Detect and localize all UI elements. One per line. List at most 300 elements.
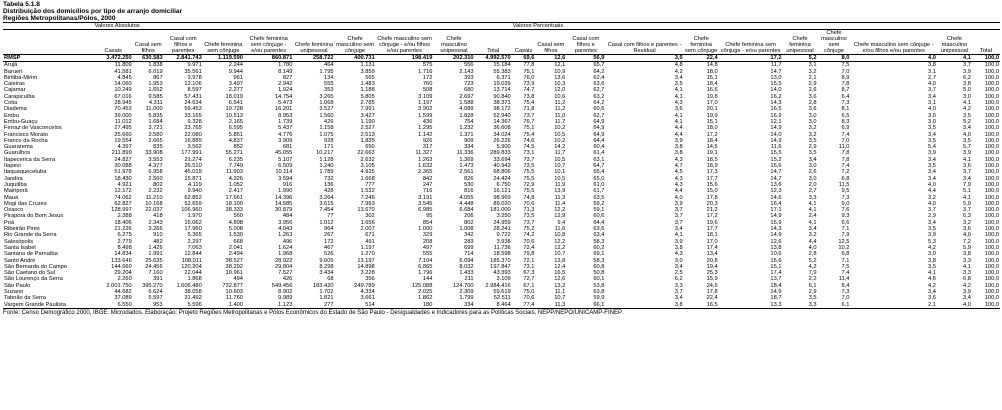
cell-pct: 13,7 [770,276,782,283]
cell-pct: 4,4 [674,125,683,132]
cell-pct: 3,4 [928,175,936,182]
cell-abs: 802 [153,181,163,188]
cell-abs: 418 [153,213,163,220]
cell-pct: 4,2 [963,282,971,289]
cell-abs: 13.197 [357,257,375,264]
row-label: Suzano [4,288,24,295]
cell-pct: 10,1 [554,169,566,176]
cell-abs: 12.106 [184,81,202,88]
cell-abs: 59.453 [184,106,202,113]
cell-pct: 64,4 [593,219,605,226]
cell-abs: 723 [464,81,474,88]
cell-pct: 100,0 [984,270,999,277]
cell-pct: 16,2 [770,93,782,100]
cell-pct: 14,8 [706,62,718,69]
cell-pct: 3,2 [963,219,971,226]
cell-pct: 75,5 [523,175,535,182]
cell-pct: 4,5 [674,169,683,176]
cell-pct: 3,5 [674,81,683,88]
cell-pct: 3,4 [928,288,936,295]
cell-abs: 11.760 [225,295,243,302]
cell-abs: 14.396 [274,194,293,201]
cell-abs: 98.969 [493,194,511,201]
cell-abs: 1.530 [228,232,243,239]
cell-abs: 3.721 [148,125,163,132]
cell-abs: 9.722 [496,232,511,239]
cell-pct: 75,5 [523,188,535,195]
cell-pct: 100,0 [984,219,999,226]
cell-pct: 7,8 [841,156,850,163]
cell-abs: 125.088 [411,282,433,289]
cell-pct: 4,4 [808,238,817,245]
cell-pct: 3,9 [928,150,936,157]
cell-pct: 76,0 [523,74,535,81]
cell-abs: 3.264 [319,194,334,201]
cell-abs: 436 [422,118,433,125]
cell-pct: 4,1 [963,263,971,270]
cell-abs: 3.497 [228,81,243,88]
cell-abs: 21.226 [114,226,132,233]
cell-pct: 3,6 [808,93,817,100]
cell-pct: 100,0 [984,276,999,283]
cell-abs: 3.109 [418,93,433,100]
cell-abs: 852 [233,144,243,151]
cell-pct: 3,2 [808,68,817,75]
cell-abs: 17.661 [225,194,243,201]
cell-pct: 2,1 [808,74,817,81]
cell-pct: 22,4 [706,295,718,302]
cell-abs: 106.960 [181,207,202,214]
cell-abs: 1.188 [360,87,375,94]
cell-pct: 18,5 [706,156,718,163]
row-label: Cotia [4,100,18,107]
cell-pct: 15,9 [770,219,782,226]
cell-abs: 3.527 [319,106,334,113]
cell-pct: 3,4 [963,295,971,302]
cell-pct: 100,0 [984,131,999,138]
cell-abs: 144.660 [111,263,132,270]
cell-abs: 4.921 [117,181,132,188]
cell-abs: 108.011 [181,257,202,264]
cell-abs: 11.000 [145,106,163,113]
cell-abs: 6.985 [418,207,433,214]
column-header-row [3,30,1000,55]
cell-pct: 3,5 [808,150,817,157]
cell-pct: 2,0 [808,181,817,188]
cell-pct: 14,2 [554,144,566,151]
cell-pct: 50,8 [593,270,605,277]
cell-abs: 842 [422,175,433,182]
cell-abs: 25.660 [114,131,132,138]
cell-pct: 18,4 [706,81,718,88]
table-row [3,55,1000,62]
cell-pct: 60,6 [593,106,605,113]
cell-pct: 65,4 [593,169,605,176]
cell-abs: 1.970 [187,213,202,220]
cell-abs: 1.433 [459,270,474,277]
cell-pct: 100,0 [984,301,999,308]
cell-pct: 4,1 [674,93,683,100]
cell-pct: 4,0 [963,232,971,239]
cell-pct: 16,6 [706,87,718,94]
column-header-abs: Chefe masculino sem cônjuge [335,30,376,55]
cell-abs: 1.799 [459,295,474,302]
cell-pct: 3,2 [808,125,817,132]
cell-abs: 9.971 [187,62,202,69]
cell-pct: 5,7 [963,144,971,151]
cell-abs: 25.635 [145,257,163,264]
cell-abs: 699 [464,244,474,251]
cell-pct: 12,2 [554,207,566,214]
cell-pct: 7,0 [841,295,850,302]
cell-pct: 4,2 [674,68,683,75]
cell-abs: 5.008 [228,226,243,233]
cell-abs: 10.249 [114,87,132,94]
cell-pct: 3,4 [928,131,936,138]
cell-abs: 6.624 [148,288,163,295]
cell-abs: 526 [324,251,334,258]
cell-abs: 1.821 [319,295,334,302]
cell-abs: 428 [324,188,334,195]
cell-abs: 1.838 [148,62,163,69]
cell-pct: 76,7 [523,118,535,125]
cell-pct: 3,7 [674,213,683,220]
cell-abs: 7.160 [148,270,163,277]
cell-pct: 61,0 [593,181,605,188]
cell-abs: 484 [282,213,293,220]
column-header-abs: Chefe feminina unipessoal [293,30,334,55]
cell-abs: 356 [365,276,375,283]
cell-pct: 65,7 [593,62,605,69]
cell-pct: 73,7 [523,156,535,163]
cell-abs: 10.603 [225,288,243,295]
cell-pct: 60,8 [593,263,605,270]
cell-pct: 2,1 [928,301,936,308]
cell-pct: 7,0 [841,137,850,144]
cell-abs: 24.827 [114,156,132,163]
cell-pct: 20,8 [706,257,718,264]
cell-abs: 1.862 [418,295,433,302]
cell-abs: 7.104 [418,257,433,264]
cell-pct: 4,1 [674,87,683,94]
cell-pct: 100,0 [984,93,999,100]
table-subtitle: Regiões Metropolitanas/Pólos, 2000 [3,15,116,22]
cell-abs: 5.437 [278,125,293,132]
cell-abs: 67.016 [114,93,132,100]
cell-pct: 3,2 [808,131,817,138]
cell-pct: 3,0 [808,118,817,125]
cell-pct: 75,4 [523,100,535,107]
cell-abs: 1.232 [459,125,474,132]
column-header-abs: Chefe masculino unipessoal [433,30,474,55]
cell-pct: 62,7 [593,87,605,94]
cell-pct: 8,7 [841,87,850,94]
cell-pct: 12,1 [554,62,566,69]
cell-abs: 289.833 [490,150,511,157]
cell-pct: 15,6 [706,181,718,188]
cell-abs: 16.062 [184,219,202,226]
cell-pct: 58,3 [593,257,605,264]
cell-abs: 6.684 [459,207,474,214]
cell-abs: 133.646 [111,257,132,264]
cell-abs: 1.652 [148,87,163,94]
source-note: Fonte: Censo Demográfico 2000, IBGE. Microdados. Elaboração: Projeto Regiões Metropolitanas e Pólos Econômicos do Estado de São Paulo - Desigualdades e Indicadores para as Políticas Sociais, NEPP/NEPO/UNICAMP-FINEP. [3,309,623,316]
cell-pct: 69,6 [512,55,536,62]
column-header-pct: Casais [512,30,536,55]
cell-pct: 75,1 [523,68,535,75]
cell-abs: 1.190 [360,118,375,125]
cell-pct: 73,5 [523,213,535,220]
cell-abs: 181.000 [490,207,511,214]
cell-abs: 8.464 [496,301,511,308]
cell-abs: 18.406 [114,219,132,226]
cell-abs: 4.377 [148,163,163,170]
cell-abs: 1.052 [228,181,243,188]
cell-abs: 1.240 [319,163,334,170]
cell-abs: 6.865 [418,263,433,270]
cell-pct: 70,6 [523,295,535,302]
cell-abs: 10.168 [145,200,163,207]
cell-pct: 13,4 [706,251,718,258]
group-header-percent: Valores Percentuais [512,23,1000,30]
cell-pct: 3,0 [928,251,936,258]
cell-pct: 65,0 [593,175,605,182]
cell-pct: 4,0 [963,301,971,308]
cell-pct: 100,0 [984,125,999,132]
column-header-abs: Casais [94,30,133,55]
cell-abs: 1.668 [360,175,375,182]
cell-abs: 7.454 [319,207,334,214]
cell-abs: 180 [422,301,433,308]
cell-pct: 4,3 [674,100,683,107]
cell-pct: 19,1 [706,150,718,157]
cell-abs: 3.594 [278,175,293,182]
cell-abs: 482 [153,238,163,245]
cell-abs: 835 [153,144,163,151]
cell-pct: 3,8 [928,62,936,69]
cell-abs: 395.270 [142,282,163,289]
row-label: Embu [4,112,19,119]
cell-abs: 3.615 [319,200,334,207]
row-label: Itapevi [4,163,21,170]
cell-pct: 10,7 [554,163,566,170]
cell-abs: 1.131 [360,62,375,69]
cell-abs: 1.197 [360,244,375,251]
row-label: Santa Isabel [4,244,36,251]
row-label: Vargem Grande Paulista [4,301,66,308]
cell-abs: 283 [464,238,474,245]
cell-abs: 3.859 [360,68,375,75]
cell-abs: 3.472.250 [94,55,133,62]
row-label: Cajamar [4,87,26,94]
cell-abs: 17.960 [184,226,202,233]
cell-abs: 68 [327,276,334,283]
cell-abs: 62.852 [184,194,202,201]
row-label: Franco da Rocha [4,137,48,144]
cell-pct: 100,0 [984,118,999,125]
cell-pct: 3,8 [674,144,683,151]
cell-pct: 63,8 [593,288,605,295]
cell-pct: 100,0 [984,100,999,107]
cell-pct: 3,9 [963,288,971,295]
cell-pct: 3,7 [928,87,936,94]
column-header-pct: Chefe masculino sem cônjuge [818,30,851,55]
cell-pct: 8,9 [841,74,850,81]
cell-pct: 5,4 [928,144,936,151]
table-row [3,62,1000,69]
cell-pct: 3,9 [963,68,971,75]
row-label: Guarulhos [4,150,31,157]
cell-pct: 16,5 [706,301,718,308]
cell-abs: 1.532 [360,188,375,195]
cell-pct: 4,0 [963,131,971,138]
cell-abs: 2.277 [228,87,243,94]
cell-pct: 11,0 [554,112,566,119]
cell-pct: 3,4 [963,125,971,132]
cell-pct: 12,9 [554,213,566,220]
cell-pct: 4,2 [808,263,817,270]
cell-pct: 100,0 [984,188,999,195]
cell-pct: 14,9 [770,137,782,144]
cell-pct: 12,2 [554,244,566,251]
cell-pct: 3,1 [808,62,817,69]
cell-abs: 37.089 [114,295,132,302]
cell-pct: 6,4 [841,93,850,100]
cell-pct: 17,4 [706,244,718,251]
cell-pct: 17,2 [719,55,783,62]
cell-abs: 197.847 [490,263,511,270]
cell-pct: 17,2 [706,213,718,220]
cell-pct: 14,9 [770,125,782,132]
cell-pct: 17,3 [706,169,718,176]
row-label: Francisco Morato [4,131,48,138]
cell-pct: 3,8 [963,81,971,88]
cell-pct: 13,8 [554,257,566,264]
cell-abs: 329 [422,232,433,239]
cell-pct: 2,5 [674,270,683,277]
cell-pct: 7,0 [841,68,850,75]
cell-abs: 1.068 [319,100,334,107]
cell-abs: 11.809 [114,62,132,69]
cell-pct: 3,2 [928,194,936,201]
cell-pct: 3,0 [808,112,817,119]
cell-abs: 3.938 [496,238,511,245]
cell-pct: 74,7 [523,87,535,94]
cell-abs: 29.804 [274,263,293,270]
cell-pct: 11,7 [770,62,782,69]
cell-abs: 33.694 [493,156,511,163]
cell-pct: 10,7 [554,295,566,302]
cell-abs: 26.226 [493,137,511,144]
cell-abs: 6.094 [459,257,474,264]
cell-abs: 6.371 [496,74,511,81]
cell-abs: 9.989 [278,295,293,302]
cell-pct: 2,9 [808,288,817,295]
cell-abs: 867 [153,74,163,81]
cell-pct: 3,3 [808,301,817,308]
cell-pct: 14,3 [770,100,782,107]
cell-pct: 75,1 [523,125,535,132]
cell-pct: 100,0 [984,137,999,144]
cell-abs: 1.624 [278,244,293,251]
row-label: Salesópolis [4,238,34,245]
cell-pct: 73,1 [523,150,535,157]
cell-abs: 28.241 [493,226,511,233]
row-label: Taboão da Serra [4,295,47,302]
cell-pct: 19,8 [706,93,718,100]
cell-abs: 496 [282,238,293,245]
cell-pct: 2,8 [808,251,817,258]
cell-abs: 14.754 [274,93,293,100]
cell-abs: 650 [365,144,375,151]
cell-abs: 9.585 [148,93,163,100]
cell-abs: 6.509 [278,163,293,170]
cell-pct: 18,4 [706,137,718,144]
cell-abs: 1.000 [418,226,433,233]
cell-abs: 10.114 [275,169,293,176]
cell-abs: 19.728 [225,106,243,113]
cell-abs: 136 [324,181,334,188]
cell-pct: 13,6 [554,74,566,81]
cell-abs: 211.899 [111,150,132,157]
cell-abs: 8.498 [117,244,132,251]
cell-pct: 74,2 [523,232,535,239]
cell-abs: 777 [365,181,375,188]
cell-abs: 760 [422,81,433,88]
cell-abs: 6.958 [148,169,163,176]
cell-pct: 4,7 [674,163,683,170]
cell-pct: 6,1 [841,301,850,308]
cell-pct: 62,4 [593,74,605,81]
cell-pct: 13,9 [554,188,566,195]
cell-pct: 7,5 [841,263,850,270]
cell-abs: 1.123 [278,301,293,308]
cell-abs: 342 [464,232,474,239]
cell-abs: 6.550 [117,301,132,308]
cell-pct: 3,8 [928,257,936,264]
cell-abs: 95 [426,213,433,220]
cell-pct: 2,2 [808,276,817,283]
cell-pct: 100,0 [984,81,999,88]
cell-abs: 1.606.480 [176,282,202,289]
cell-pct: 100,0 [984,244,999,251]
cell-pct: 7,6 [841,207,850,214]
cell-abs: 3.105 [360,163,375,170]
cell-abs: 910 [153,232,163,239]
cell-abs: 45.055 [274,150,293,157]
cell-pct: 15,6 [770,257,782,264]
cell-pct: 67,3 [523,270,535,277]
cell-abs: 2.779 [117,238,132,245]
cell-pct: 6,8 [841,175,850,182]
cell-abs: 4.311 [148,100,163,107]
cell-pct: 16,4 [770,200,782,207]
cell-pct: 3,4 [928,156,936,163]
cell-pct: 73,9 [523,81,535,88]
cell-abs: 555 [324,81,334,88]
cell-pct: 6,2 [674,276,683,283]
row-label: Mairiporã [4,188,28,195]
cell-abs: 816 [464,188,474,195]
cell-abs: 52.940 [493,112,511,119]
cell-abs: 11.336 [456,150,474,157]
cell-pct: 4,1 [808,219,817,226]
cell-pct: 100,0 [984,226,999,233]
cell-pct: 10,5 [554,131,566,138]
cell-pct: 11,7 [554,150,566,157]
cell-pct: 18,1 [706,232,718,239]
cell-abs: 6.019 [148,68,163,75]
